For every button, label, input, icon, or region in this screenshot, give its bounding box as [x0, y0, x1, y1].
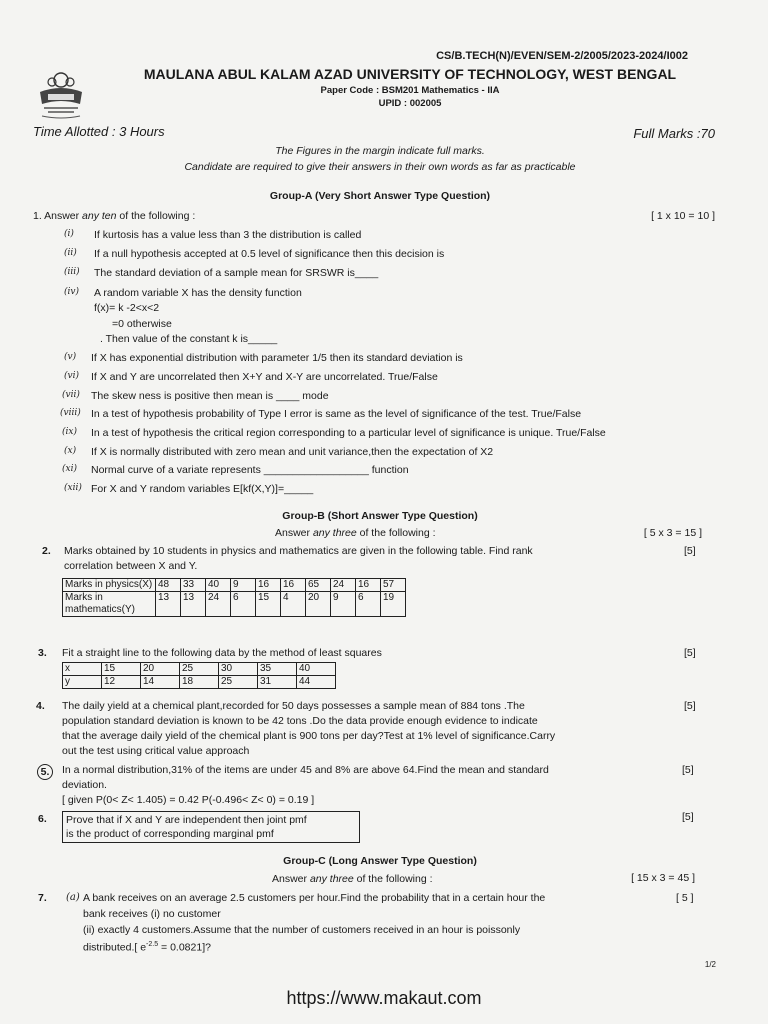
question-6-line-1: Prove that if X and Y are independent then joint pmf — [66, 814, 307, 826]
table-row — [63, 663, 336, 676]
table-cell: 6 — [356, 592, 381, 617]
instruction-own-words: Candidate are required to give their answers in their own words as far as practicable — [184, 161, 576, 173]
table-cell: 20 — [141, 663, 180, 676]
table-cell: 24 — [331, 579, 356, 592]
item-num: (iv) — [64, 287, 79, 297]
question-7-line-4 — [83, 941, 211, 954]
university-name: MAULANA ABUL KALAM AZAD UNIVERSITY OF TECHNOLOGY, WEST BENGAL — [143, 66, 677, 82]
question-6-marks: [5] — [682, 811, 694, 823]
group-b-title: Group-B (Short Answer Type Question) — [282, 510, 478, 522]
question-2-line-1: Marks obtained by 10 students in physics and mathematics are given in the following table. Find rank — [64, 545, 533, 557]
least-squares-table — [62, 662, 336, 689]
table-cell: 65 — [306, 579, 331, 592]
table-cell: 15 — [102, 663, 141, 676]
table-cell: 31 — [258, 676, 297, 689]
question-2-number: 2. — [42, 545, 51, 557]
question-3-marks: [5] — [684, 647, 696, 659]
instruction-marks: The Figures in the margin indicate full marks. — [275, 145, 485, 157]
table-cell: 33 — [181, 579, 206, 592]
table-cell: 4 — [281, 592, 306, 617]
table-cell: 20 — [306, 592, 331, 617]
group-b-intro: Answer any three of the following : — [275, 527, 436, 539]
question-7-number: 7. — [38, 892, 47, 904]
table-cell: 16 — [281, 579, 306, 592]
table-cell: 13 — [181, 592, 206, 617]
question-3-number: 3. — [38, 647, 47, 659]
paper-code: Paper Code : BSM201 Mathematics - IIA — [320, 85, 500, 96]
table-cell: 14 — [141, 676, 180, 689]
item-num: (i) — [64, 229, 74, 239]
table-cell: 16 — [256, 579, 281, 592]
table-cell: 35 — [258, 663, 297, 676]
table-row — [63, 676, 336, 689]
question-5-line-2: deviation. — [62, 779, 107, 791]
table-cell: y — [63, 676, 102, 689]
table-cell: 25 — [180, 663, 219, 676]
footer-url[interactable]: https://www.makaut.com — [286, 988, 482, 1008]
question-7-line-4-text: distributed.[ e — [83, 941, 147, 954]
question-6-box — [62, 811, 360, 843]
question-7-sub: (a) — [66, 892, 80, 903]
table-cell: x — [63, 663, 102, 676]
density-line-3: . Then value of the constant k is_____ — [100, 333, 278, 345]
question-7-line-2: bank receives (i) no customer — [83, 908, 221, 920]
question-7-line-3: (ii) exactly 4 customers.Assume that the number of customers received in an hour is poissonly — [83, 924, 521, 936]
table-cell: 24 — [206, 592, 231, 617]
question-1-v: If X has exponential distribution with parameter 1/5 then its standard deviation is — [91, 352, 463, 364]
question-1-i: If kurtosis has a value less than 3 the distribution is called — [94, 229, 362, 241]
question-4-number: 4. — [36, 700, 45, 712]
item-num: (v) — [64, 352, 77, 362]
question-1-ix: In a test of hypothesis the critical region corresponding to a particular level of significance is unique. True/False — [91, 427, 606, 439]
table-cell: 40 — [297, 663, 336, 676]
question-6-line-2: is the product of corresponding marginal pmf — [66, 828, 274, 840]
item-num: (ix) — [62, 427, 77, 437]
upid: UPID : 002005 — [378, 98, 442, 109]
group-c-marks: [ 15 x 3 = 45 ] — [631, 872, 695, 884]
item-num: (vi) — [64, 371, 79, 381]
question-1-vii: The skew ness is positive then mean is ____ mode — [91, 390, 329, 402]
question-4-line-2: population standard deviation is known to be 42 tons .Do the data provide enough evidence to indicate — [62, 715, 538, 727]
full-marks: Full Marks :70 — [633, 126, 715, 141]
table-row — [63, 579, 406, 592]
item-num: (iii) — [64, 267, 80, 277]
question-5-number: 5. — [37, 764, 53, 780]
question-2-line-2: correlation between X and Y. — [64, 560, 198, 572]
group-c-intro: Answer any three of the following : — [272, 873, 433, 885]
question-6-number: 6. — [38, 813, 47, 825]
question-1-xii: For X and Y random variables E[kf(X,Y)]=_____ — [91, 483, 314, 495]
group-a-title: Group-A (Very Short Answer Type Question) — [269, 190, 491, 202]
question-1-intro: 1. Answer any ten of the following : — [33, 210, 196, 222]
table-cell: 19 — [381, 592, 406, 617]
table-cell: 18 — [180, 676, 219, 689]
table-cell: 25 — [219, 676, 258, 689]
item-num: (vii) — [62, 390, 80, 400]
density-line-2: =0 otherwise — [112, 318, 172, 330]
question-3-text: Fit a straight line to the following data by the method of least squares — [62, 647, 382, 659]
question-4-line-1: The daily yield at a chemical plant,recorded for 50 days possesses a sample mean of 884 tons .The — [62, 700, 525, 712]
group-a-marks: [ 1 x 10 = 10 ] — [651, 210, 715, 222]
table-cell: 48 — [156, 579, 181, 592]
table-cell: 12 — [102, 676, 141, 689]
group-b-marks: [ 5 x 3 = 15 ] — [643, 527, 702, 539]
question-5-line-3: [ given P(0< Z< 1.405) = 0.42 P(-0.496< Z< 0) = 0.19 ] — [62, 794, 315, 806]
group-c-title: Group-C (Long Answer Type Question) — [283, 855, 477, 867]
question-1-x: If X is normally distributed with zero mean and unit variance,then the expectation of X2 — [91, 446, 494, 458]
table-cell: 16 — [356, 579, 381, 592]
table-cell: 9 — [231, 579, 256, 592]
table-cell: 13 — [156, 592, 181, 617]
question-1-iii: The standard deviation of a sample mean for SRSWR is____ — [94, 267, 379, 279]
table-cell: 15 — [256, 592, 281, 617]
university-logo-icon — [34, 70, 88, 120]
question-1-ii: If a null hypothesis accepted at 0.5 level of significance then this decision is — [94, 248, 445, 260]
exam-code: CS/B.TECH(N)/EVEN/SEM-2/2005/2023-2024/I002 — [436, 50, 688, 62]
question-7-line-1: A bank receives on an average 2.5 customers per hour.Find the probability that in a certain hour the — [83, 892, 546, 904]
question-4-line-3: that the average daily yield of the chemical plant is 900 tons per day?Test at 1% level of significance.Carry — [62, 730, 556, 742]
item-num: (viii) — [60, 408, 81, 418]
item-num: (ii) — [64, 248, 77, 258]
table-cell: 30 — [219, 663, 258, 676]
time-allotted: Time Allotted : 3 Hours — [33, 124, 165, 139]
item-num: (xii) — [64, 483, 82, 493]
question-1-iv: A random variable X has the density function — [94, 287, 302, 299]
table-cell: 40 — [206, 579, 231, 592]
table-cell: Marks in mathematics(Y) — [63, 592, 156, 617]
question-1-xi: Normal curve of a variate represents __________________ function — [91, 464, 409, 476]
table-cell: 9 — [331, 592, 356, 617]
question-7-marks: [ 5 ] — [676, 892, 694, 904]
question-1-viii: In a test of hypothesis probability of Type I error is same as the level of significance of the test. True/False — [91, 408, 582, 420]
rank-correlation-table — [62, 578, 406, 617]
question-4-marks: [5] — [684, 700, 696, 712]
question-7-line-4-end: = 0.0821]? — [158, 941, 211, 954]
item-num: (x) — [64, 446, 77, 456]
table-cell: 6 — [231, 592, 256, 617]
table-cell: 57 — [381, 579, 406, 592]
question-1-vi: If X and Y are uncorrelated then X+Y and X-Y are uncorrelated. True/False — [91, 371, 438, 383]
item-num: (xi) — [62, 464, 77, 474]
table-row — [63, 592, 406, 617]
table-cell: 44 — [297, 676, 336, 689]
question-5-line-1: In a normal distribution,31% of the items are under 45 and 8% are above 64.Find the mean and standard — [62, 764, 549, 776]
density-line-1: f(x)= k -2<x<2 — [94, 302, 160, 314]
page-number: 1/2 — [704, 960, 716, 969]
question-2-marks: [5] — [684, 545, 696, 557]
question-7-exponent: -2.5 — [146, 941, 159, 948]
table-cell: Marks in physics(X) — [63, 579, 156, 592]
question-5-marks: [5] — [682, 764, 694, 776]
question-4-line-4: out the test using critical value approach — [62, 745, 250, 757]
